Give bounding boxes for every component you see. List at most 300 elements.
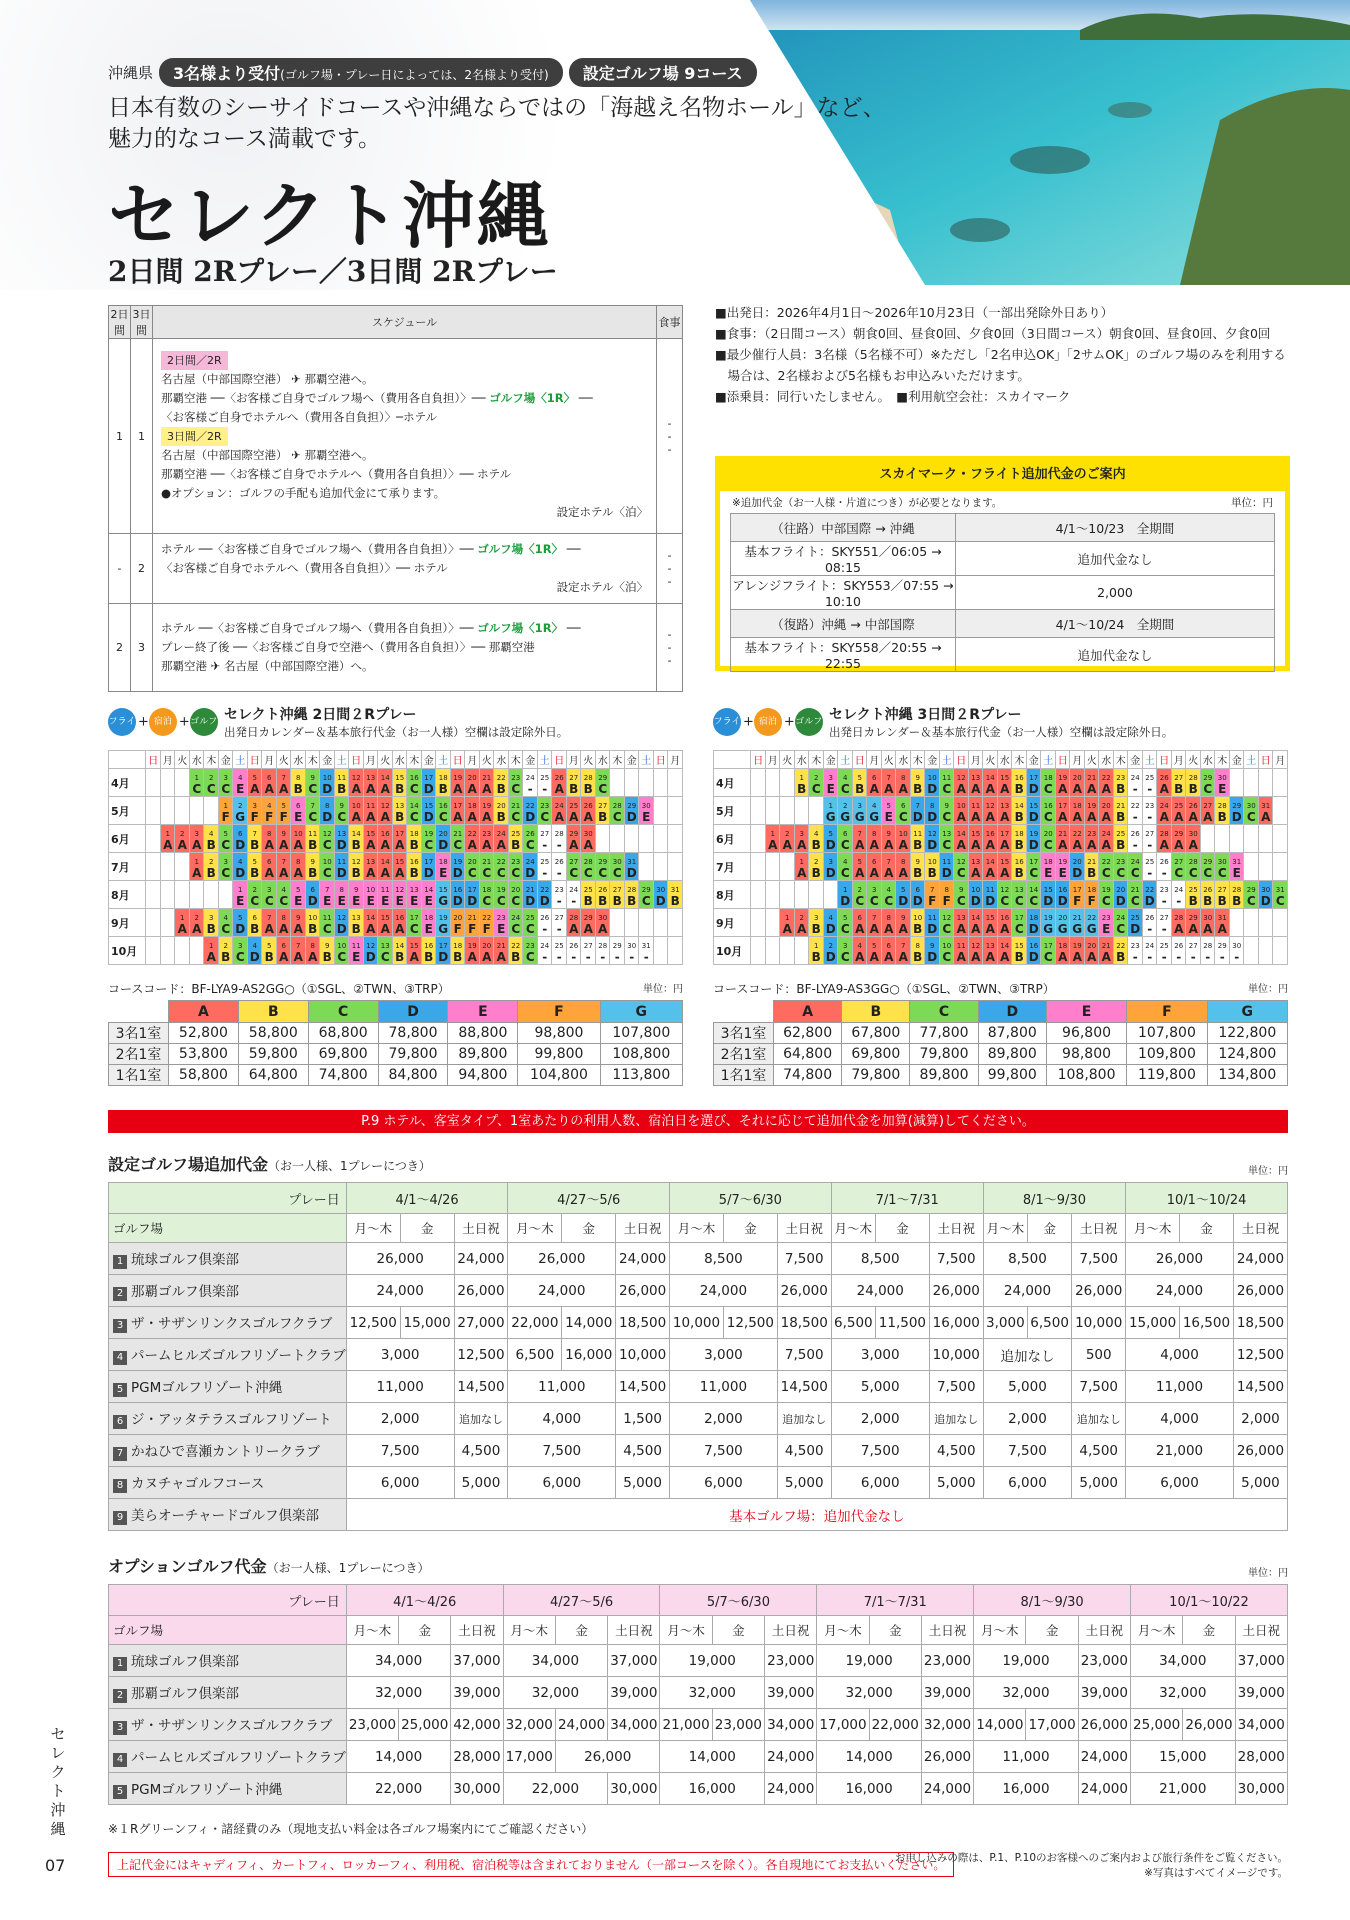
day-number: 8	[901, 774, 906, 782]
day-number: 18	[424, 914, 434, 922]
dow-cell: 月～木	[831, 1214, 875, 1243]
dow-cell: 金	[869, 1616, 921, 1645]
calendar-day	[751, 825, 766, 853]
calendar-day	[765, 797, 780, 825]
fee-cell: 5,000	[929, 1467, 983, 1499]
day-number: 20	[438, 830, 448, 838]
day-number: 17	[1029, 858, 1039, 866]
rank-cell: D	[378, 1001, 448, 1023]
calendar-day	[218, 937, 233, 965]
calendar-day	[1215, 769, 1230, 797]
price-rank: E	[337, 894, 346, 908]
day-number: 5	[296, 886, 301, 894]
price-rank: C	[855, 894, 865, 908]
flight-cell: （復路）沖縄 → 中部国際	[731, 610, 956, 638]
fee-cell: 11,500	[875, 1307, 929, 1339]
price-rank: -	[556, 950, 562, 964]
calendar-day	[291, 797, 306, 825]
calendar-day	[910, 937, 925, 965]
calendar-day	[334, 797, 349, 825]
dow-cell: 土日祝	[1235, 1616, 1287, 1645]
price-cell: 79,800	[910, 1044, 978, 1065]
price-rank: B	[351, 922, 361, 936]
period-cell: 5/7～6/30	[670, 1183, 832, 1214]
calendar-day	[852, 937, 867, 965]
calendar-day	[881, 825, 896, 853]
price-rank: -	[643, 950, 649, 964]
day-number: 25	[1116, 830, 1126, 838]
calendar-day	[1055, 769, 1070, 797]
day-number: 3	[857, 802, 862, 810]
day-number: 3	[843, 942, 848, 950]
month-label: 7月	[714, 853, 751, 881]
day-number: 20	[482, 942, 492, 950]
price-rank: B	[308, 922, 318, 936]
rank-header	[109, 1001, 683, 1023]
dow-cell: 月～木	[817, 1616, 869, 1645]
month-row	[714, 797, 1288, 825]
fee-cell: 6,000	[346, 1467, 454, 1499]
price-rank: D	[249, 950, 260, 964]
price-rank: C	[511, 782, 521, 796]
price-rank: D	[898, 894, 909, 908]
fee-cell: 2,000	[1233, 1403, 1287, 1435]
price-rank: A	[985, 866, 995, 880]
day-number: 16	[1058, 886, 1068, 894]
price-rank: A	[985, 782, 995, 796]
day-number: 29	[1217, 942, 1227, 950]
day-number: 5	[223, 830, 228, 838]
fee-cell: 5,000	[983, 1371, 1072, 1403]
price-rank: A	[884, 866, 894, 880]
price-rank: A	[554, 782, 564, 796]
fee-cell: 27,000	[454, 1307, 508, 1339]
weekday-cell: 土	[838, 751, 853, 769]
calendar-day	[1229, 853, 1244, 881]
calendar-day	[983, 937, 998, 965]
day-number: 22	[1101, 858, 1111, 866]
fee-cell: 32,000	[503, 1677, 608, 1709]
calendar-day	[218, 797, 233, 825]
price-rank: C	[409, 810, 419, 824]
course-name	[109, 1339, 347, 1371]
price-rank: C	[221, 922, 231, 936]
day-number: 2	[785, 830, 790, 838]
price-rank: C	[598, 782, 608, 796]
day-number: 5	[857, 858, 862, 866]
day-number: 13	[337, 830, 347, 838]
calendar-day	[780, 881, 795, 909]
departure-calendar-2day	[108, 750, 683, 965]
calendar-day	[508, 769, 523, 797]
course-label: ゴルフ場	[109, 1616, 347, 1645]
calendar-day	[146, 881, 161, 909]
calendar-day	[479, 909, 494, 937]
price-rank: A	[279, 922, 289, 936]
calendar-day	[291, 909, 306, 937]
calendar-day	[233, 881, 248, 909]
price-rank: -	[556, 894, 562, 908]
calendar-day	[765, 769, 780, 797]
day-number: 25	[1159, 942, 1169, 950]
day-number: 29	[1232, 802, 1242, 810]
course-name-text: カヌチャゴルフコース	[131, 1476, 265, 1492]
day-number: 22	[1130, 802, 1140, 810]
day-number: 5	[828, 830, 833, 838]
price-rank: D	[336, 922, 347, 936]
day-number: 15	[395, 858, 405, 866]
day-number: 28	[1203, 942, 1213, 950]
fee-cell: 5,000	[831, 1371, 929, 1403]
price-cell: 69,800	[842, 1044, 910, 1065]
calendar-day	[494, 909, 509, 937]
day-number: 3	[238, 942, 243, 950]
fee-cell: 6,500	[508, 1339, 562, 1371]
weekday-cell: 日	[349, 751, 364, 769]
calendar-day	[276, 937, 291, 965]
rank-cell: E	[1046, 1001, 1126, 1023]
day-number: 16	[1014, 774, 1024, 782]
day-number: 9	[354, 886, 359, 894]
golf-option-table	[108, 1584, 1288, 1805]
calendar-day	[1171, 909, 1186, 937]
price-rank: A	[1174, 810, 1184, 824]
dow-cell: 月～木	[974, 1616, 1026, 1645]
fee-cell: 26,000	[616, 1275, 670, 1307]
day-number: 19	[1058, 858, 1068, 866]
calendar-day	[1200, 825, 1215, 853]
price-rank: B	[308, 866, 318, 880]
day-number: 12	[942, 914, 952, 922]
fee-cell: 4,500	[1072, 1435, 1126, 1467]
day-number: 15	[380, 914, 390, 922]
day-number: 7	[267, 914, 272, 922]
fee-cell: 15,000	[1131, 1741, 1236, 1773]
calendar-day	[1171, 797, 1186, 825]
course-name-text: PGMゴルフリゾート沖縄	[131, 1380, 283, 1396]
price-rank: B	[1014, 866, 1024, 880]
calendar-day	[1099, 881, 1114, 909]
day-number: 14	[956, 830, 966, 838]
day-number: 7	[872, 914, 877, 922]
calendar-day	[610, 881, 625, 909]
price-cell: 108,800	[600, 1044, 682, 1065]
dow-cell: 月～木	[1126, 1214, 1180, 1243]
price-rank: A	[1203, 810, 1213, 824]
calendar-day	[983, 797, 998, 825]
calendar-day	[160, 909, 175, 937]
price-rank: A	[797, 838, 807, 852]
calendar-day	[639, 769, 654, 797]
month-row	[109, 881, 683, 909]
calendar-day	[1041, 797, 1056, 825]
calendar-day	[508, 853, 523, 881]
calendar-day	[809, 909, 824, 937]
price-rank: A	[395, 922, 405, 936]
price-rank: -	[1234, 950, 1240, 964]
month-label: 10月	[109, 937, 146, 965]
calendar-day	[639, 881, 654, 909]
price-rank: C	[942, 810, 952, 824]
price-rank: A	[782, 838, 792, 852]
calendar-day	[1142, 937, 1157, 965]
price-rank: B	[351, 866, 361, 880]
day-number: 21	[511, 802, 521, 810]
price-rank: A	[264, 838, 274, 852]
price-rank: A	[453, 782, 463, 796]
day-number: 25	[540, 774, 550, 782]
day-number: 7	[296, 942, 301, 950]
fee-cell: 37,000	[608, 1645, 660, 1677]
day-number: 23	[1087, 830, 1097, 838]
day-number: 2	[828, 942, 833, 950]
price-rank: B	[811, 838, 821, 852]
price-row	[109, 1044, 683, 1065]
day-number: 17	[467, 886, 477, 894]
price-rank: -	[556, 838, 562, 852]
fee-cell: 500	[1072, 1339, 1126, 1371]
fee-cell: 6,500	[1027, 1307, 1071, 1339]
price-cell: 124,800	[1207, 1044, 1287, 1065]
day-number: 1	[814, 942, 819, 950]
price-rank: -	[614, 950, 620, 964]
calendar-day	[581, 769, 596, 797]
price-rank: D	[235, 922, 246, 936]
side-title-char: レ	[50, 1744, 66, 1762]
day-number: 23	[496, 914, 506, 922]
calendar-day	[939, 797, 954, 825]
price-table-3day	[713, 1000, 1288, 1086]
price-rank: -	[1161, 922, 1167, 936]
day-number: 2	[180, 830, 185, 838]
calendar-day	[537, 937, 552, 965]
calendar-day	[1142, 769, 1157, 797]
fee-cell: 26,000	[508, 1243, 616, 1275]
fee-cell: 7,500	[1072, 1243, 1126, 1275]
day-number: 10	[971, 886, 981, 894]
day-number: 21	[1087, 858, 1097, 866]
day-number: 25	[1188, 886, 1198, 894]
day-number: 15	[366, 830, 376, 838]
calendar-day	[392, 797, 407, 825]
course-label: ゴルフ場	[109, 1214, 347, 1243]
prefecture-label: 沖縄県	[108, 64, 154, 82]
fee-cell: 26,000	[921, 1741, 973, 1773]
day-number: 30	[1188, 830, 1198, 838]
dow-cell: 土日祝	[929, 1214, 983, 1243]
calendar-day	[668, 881, 683, 909]
day-number: 30	[1217, 858, 1227, 866]
price-rank: C	[337, 950, 347, 964]
calendar-day	[175, 797, 190, 825]
fee-cell: 14,000	[660, 1741, 765, 1773]
price-rank: A	[884, 950, 894, 964]
price-rank: -	[1147, 838, 1153, 852]
fee-cell: 26,000	[1072, 1275, 1126, 1307]
day-number: 27	[540, 830, 550, 838]
price-cell: 94,800	[448, 1065, 518, 1086]
calendar-day	[479, 825, 494, 853]
calendar-day	[997, 909, 1012, 937]
price-rank: C	[884, 894, 894, 908]
weekday-cell: 土	[233, 751, 248, 769]
day-number: 16	[1043, 802, 1053, 810]
calendar-day	[320, 769, 335, 797]
price-rank: A	[496, 838, 506, 852]
calendar-day	[751, 797, 766, 825]
price-rank: A	[569, 922, 579, 936]
price-rank: C	[496, 866, 506, 880]
price-rank: A	[409, 950, 419, 964]
flight-cell: 基本フライト：SKY551／06:05 → 08:15	[731, 542, 956, 576]
day-number: 21	[482, 858, 492, 866]
calendar-day	[276, 797, 291, 825]
weekday-cell: 火	[1084, 751, 1099, 769]
price-rank: B	[322, 950, 332, 964]
fee-cell: 11,000	[670, 1371, 778, 1403]
day-number: 6	[915, 886, 920, 894]
day-number: 13	[366, 858, 376, 866]
price-rank: A	[279, 950, 289, 964]
price-rank: B	[913, 782, 923, 796]
price-rank: A	[1159, 838, 1169, 852]
course-name	[109, 1307, 347, 1339]
price-rank: A	[192, 838, 202, 852]
calendar-day	[1244, 825, 1259, 853]
price-rank: -	[1132, 838, 1138, 852]
price-rank: D	[307, 894, 318, 908]
price-rank: -	[1132, 950, 1138, 964]
day-number: 25	[540, 858, 550, 866]
fee-cell: 23,000	[765, 1645, 817, 1677]
price-rank: C	[192, 782, 202, 796]
price-cell: 109,800	[1127, 1044, 1207, 1065]
calendar-day	[1055, 853, 1070, 881]
day-number: 11	[337, 858, 347, 866]
day-number: 22	[496, 858, 506, 866]
calendar-day	[968, 853, 983, 881]
day-number: 7	[901, 942, 906, 950]
price-rank: B	[264, 950, 274, 964]
weekday-cell: 金	[624, 751, 639, 769]
day-number: 26	[1159, 858, 1169, 866]
calendar-day	[881, 937, 896, 965]
weekday-cell: 金	[218, 751, 233, 769]
price-rank: C	[942, 922, 952, 936]
price-rank: A	[1159, 810, 1169, 824]
price-rank: D	[1144, 894, 1155, 908]
play-date-label: プレー日	[109, 1585, 347, 1616]
calendar-day	[378, 937, 393, 965]
flight-cell: 4/1～10/23 全期間	[956, 514, 1275, 542]
course-number: 1	[113, 1657, 127, 1671]
calendar-day	[334, 825, 349, 853]
fee-cell: 32,000	[817, 1677, 922, 1709]
calendar-day	[334, 937, 349, 965]
day-number: 20	[453, 914, 463, 922]
price-rank: -	[1176, 950, 1182, 964]
calendar-day	[910, 825, 925, 853]
calendar-day	[925, 881, 940, 909]
day-number: 26	[1145, 914, 1155, 922]
day-number: 9	[339, 802, 344, 810]
calendar-day	[1041, 825, 1056, 853]
calendar-day	[925, 797, 940, 825]
fee-cell: 1,500	[616, 1403, 670, 1435]
day-number: 11	[308, 830, 318, 838]
calendar-day	[421, 909, 436, 937]
day-number: 14	[985, 858, 995, 866]
weekday-cell: 日	[653, 751, 668, 769]
calendar-day	[1084, 797, 1099, 825]
calendar-day	[1258, 853, 1273, 881]
price-rank: A	[985, 922, 995, 936]
price-rank: A	[250, 782, 260, 796]
calendar-day	[508, 797, 523, 825]
fee-cell: 7,500	[983, 1435, 1072, 1467]
calendar-day	[881, 853, 896, 881]
price-rank: A	[1072, 810, 1082, 824]
calendar-day	[925, 825, 940, 853]
calendar-day	[1171, 937, 1186, 965]
calendar-day	[392, 853, 407, 881]
day-number: 16	[1029, 942, 1039, 950]
calendar-day	[175, 853, 190, 881]
price-rank: A	[898, 838, 908, 852]
calendar-day	[1215, 881, 1230, 909]
price-rank: B	[569, 782, 579, 796]
calendar-day	[537, 909, 552, 937]
calendar-day	[494, 881, 509, 909]
fee-cell: 19,000	[817, 1645, 922, 1677]
price-rank: C	[1188, 866, 1198, 880]
calendar-day	[1244, 937, 1259, 965]
price-rank: B	[670, 894, 680, 908]
fee-cell: 24,000	[1078, 1741, 1130, 1773]
day-number: 21	[1101, 942, 1111, 950]
calendar-day	[1171, 881, 1186, 909]
day-number: 11	[942, 858, 952, 866]
day-number: 5	[281, 802, 286, 810]
price-rank: G	[840, 810, 851, 824]
weekday-cell: 木	[910, 751, 925, 769]
calendar-day	[247, 825, 262, 853]
price-rank: A	[1101, 782, 1111, 796]
price-rank: -	[542, 922, 548, 936]
calendar-day	[1215, 853, 1230, 881]
day-number: 25	[583, 886, 593, 894]
calendar-day	[954, 881, 969, 909]
course-name-text: 美らオーチャードゴルフ倶楽部	[131, 1508, 320, 1524]
price-rank: A	[898, 922, 908, 936]
dow-cell: 金	[399, 1616, 451, 1645]
course-name-text: 那覇ゴルフ倶楽部	[131, 1686, 239, 1702]
price-cell: 119,800	[1127, 1065, 1207, 1086]
hotel-notice-bar: P.9 ホテル、客室タイプ、1室あたりの利用人数、宿泊日を選び、それに応じて追加代金を加算(減算)してください。	[108, 1110, 1288, 1133]
fee-notice: 上記代金にはキャディフィ、カートフィ、ロッカーフィ、利用税、宿泊税等は含まれておりません（一部コースを除く）。各自現地にてお支払いください。	[108, 1852, 954, 1877]
day-number: 24	[1116, 914, 1126, 922]
calendar-day	[291, 881, 306, 909]
day-number: 1	[785, 914, 790, 922]
price-rank: A	[1000, 782, 1010, 796]
day-number: 21	[482, 774, 492, 782]
month-row	[714, 769, 1288, 797]
day-number: 26	[540, 914, 550, 922]
day-number: 6	[886, 942, 891, 950]
dow-cell: 金	[555, 1616, 607, 1645]
day-number: 21	[1087, 774, 1097, 782]
fee-cell: 24,000	[765, 1773, 817, 1805]
